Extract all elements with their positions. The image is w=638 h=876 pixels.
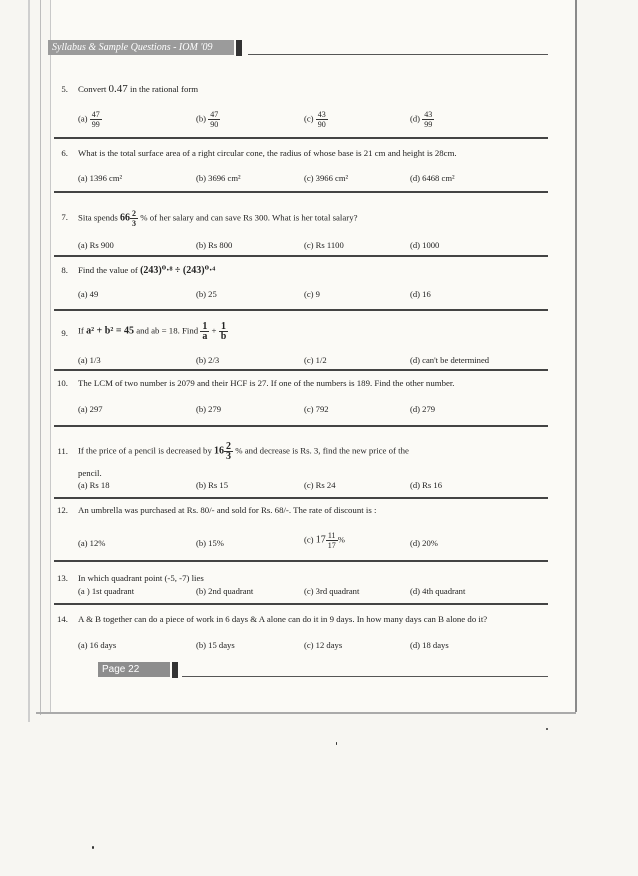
question-divider (54, 497, 548, 499)
question-divider (54, 137, 548, 139)
question-stem (78, 84, 508, 95)
scan-speck (546, 728, 548, 730)
question-number: 8. (61, 265, 68, 275)
option-d: (d) 16 (410, 289, 431, 299)
option-b: (b) 2nd quadrant (196, 586, 254, 596)
question-stem: If the price of a pencil is decreased by 16 $\frac{2}{3}$ % and decrease is Rs. 3, find the new price of the (78, 441, 409, 462)
footer-rule (182, 676, 548, 677)
question-13 (44, 573, 510, 603)
question-number: 12. (57, 505, 68, 515)
option-a: (a) 12% (78, 538, 106, 548)
option-c: (c) 17 $\frac{11}{17}$ % (304, 531, 345, 550)
question-divider (54, 191, 548, 193)
question-stem: Find the value of (243)⁰·⁸ ÷ (243)⁰·⁴ (78, 265, 216, 276)
question-divider (54, 369, 548, 371)
option-b: (b) Rs 800 (196, 240, 233, 250)
question-14 (44, 614, 510, 658)
stem-text: Convert (78, 84, 107, 94)
question-divider (54, 603, 548, 605)
question-number: 11. (57, 446, 68, 456)
option-b: (b) 15 days (196, 640, 235, 650)
header-mark (236, 40, 242, 56)
scan-speck (92, 846, 94, 849)
question-6 (44, 148, 510, 192)
option-d: (d) 4th quadrant (410, 586, 466, 596)
option-b: (b) 279 (196, 404, 222, 414)
scan-edge (28, 0, 30, 722)
header-rule (248, 54, 548, 55)
option-d: (d) can't be determined (410, 355, 490, 365)
scan-edge (36, 712, 576, 724)
option-d: (d) Rs 16 (410, 480, 442, 490)
option-b: (b) 15% (196, 538, 224, 548)
question-number: 10. (57, 378, 68, 388)
option-c: (c) 1/2 (304, 355, 327, 365)
question-10 (44, 378, 510, 422)
question-stem: The LCM of two number is 2079 and their HCF is 27. If one of the numbers is 189. Find the other number. (78, 378, 455, 388)
scan-speck (336, 742, 337, 745)
option-d: (d) 20% (410, 538, 438, 548)
question-stem-line2: pencil. (78, 468, 102, 478)
question-8 (44, 265, 510, 305)
option-a: (a ) 1st quadrant (78, 586, 135, 596)
option-c: (c) 12 days (304, 640, 343, 650)
option-b: (b) $\frac{47}{90}$ (196, 110, 219, 129)
header-title: Syllabus & Sample Questions - IOM '09 (48, 40, 234, 55)
option-b: (b) 25 (196, 289, 217, 299)
page-header (48, 40, 498, 56)
question-stem: If a² + b² = 45 and ab = 18. Find $\frac{1}{a}$ + $\frac{1}{b}$ (78, 321, 227, 342)
question-divider (54, 560, 548, 562)
question-stem: In which quadrant point (-5, -7) lies (78, 573, 204, 583)
option-b: (b) 2/3 (196, 355, 220, 365)
question-7 (44, 206, 510, 252)
scan-edge (40, 0, 41, 715)
question-number: 13. (57, 573, 68, 583)
option-a: (a) 297 (78, 404, 103, 414)
option-a: (a) 1/3 (78, 355, 101, 365)
question-12 (44, 505, 510, 561)
option-d: (d) 1000 (410, 240, 440, 250)
question-stem: A & B together can do a piece of work in 6 days & A alone can do it in 9 days. In how many days can B alone do it? (78, 614, 488, 624)
option-a: (a) 1396 cm² (78, 173, 123, 183)
question-stem: An umbrella was purchased at Rs. 80/- and sold for Rs. 68/-. The rate of discount is : (78, 505, 377, 515)
option-a: (a) 49 (78, 289, 99, 299)
option-d: (d) 6468 cm² (410, 173, 455, 183)
option-a: (a) $\frac{47}{99}$ (78, 110, 100, 129)
question-11 (44, 440, 510, 500)
option-d: (d) $\frac{43}{99}$ (410, 110, 433, 129)
footer-mark (172, 662, 178, 678)
option-b: (b) Rs 15 (196, 480, 228, 490)
option-a: (a) Rs 18 (78, 480, 110, 490)
stem-value: 0.47 (108, 83, 128, 95)
page-number: Page 22 (98, 662, 170, 677)
option-c: (c) 3rd quadrant (304, 586, 360, 596)
option-c: (c) Rs 24 (304, 480, 336, 490)
question-number: 9. (61, 328, 68, 338)
option-b: (b) 3696 cm² (196, 173, 241, 183)
question-divider (54, 309, 548, 311)
question-5 (44, 84, 510, 134)
option-a: (a) 16 days (78, 640, 117, 650)
option-a: (a) Rs 900 (78, 240, 114, 250)
question-number: 7. (61, 212, 68, 222)
option-d: (d) 18 days (410, 640, 449, 650)
option-c: (c) 792 (304, 404, 329, 414)
question-number: 5. (61, 84, 68, 94)
question-stem: What is the total surface area of a right circular cone, the radius of whose base is 21 cm and height is 28cm. (78, 148, 457, 158)
option-c: (c) 3966 cm² (304, 173, 349, 183)
option-c: (c) $\frac{43}{90}$ (304, 110, 326, 129)
option-d: (d) 279 (410, 404, 436, 414)
page-footer (98, 662, 548, 678)
question-9 (44, 322, 510, 368)
question-divider (54, 425, 548, 427)
option-c: (c) 9 (304, 289, 320, 299)
stem-text: in the rational form (130, 84, 199, 94)
question-number: 14. (57, 614, 68, 624)
question-divider (54, 255, 548, 257)
question-stem: Sita spends 66 $\frac{2}{3}$ % of her salary and can save Rs 300. What is her total salary? (78, 209, 358, 228)
question-number: 6. (61, 148, 68, 158)
option-c: (c) Rs 1100 (304, 240, 344, 250)
